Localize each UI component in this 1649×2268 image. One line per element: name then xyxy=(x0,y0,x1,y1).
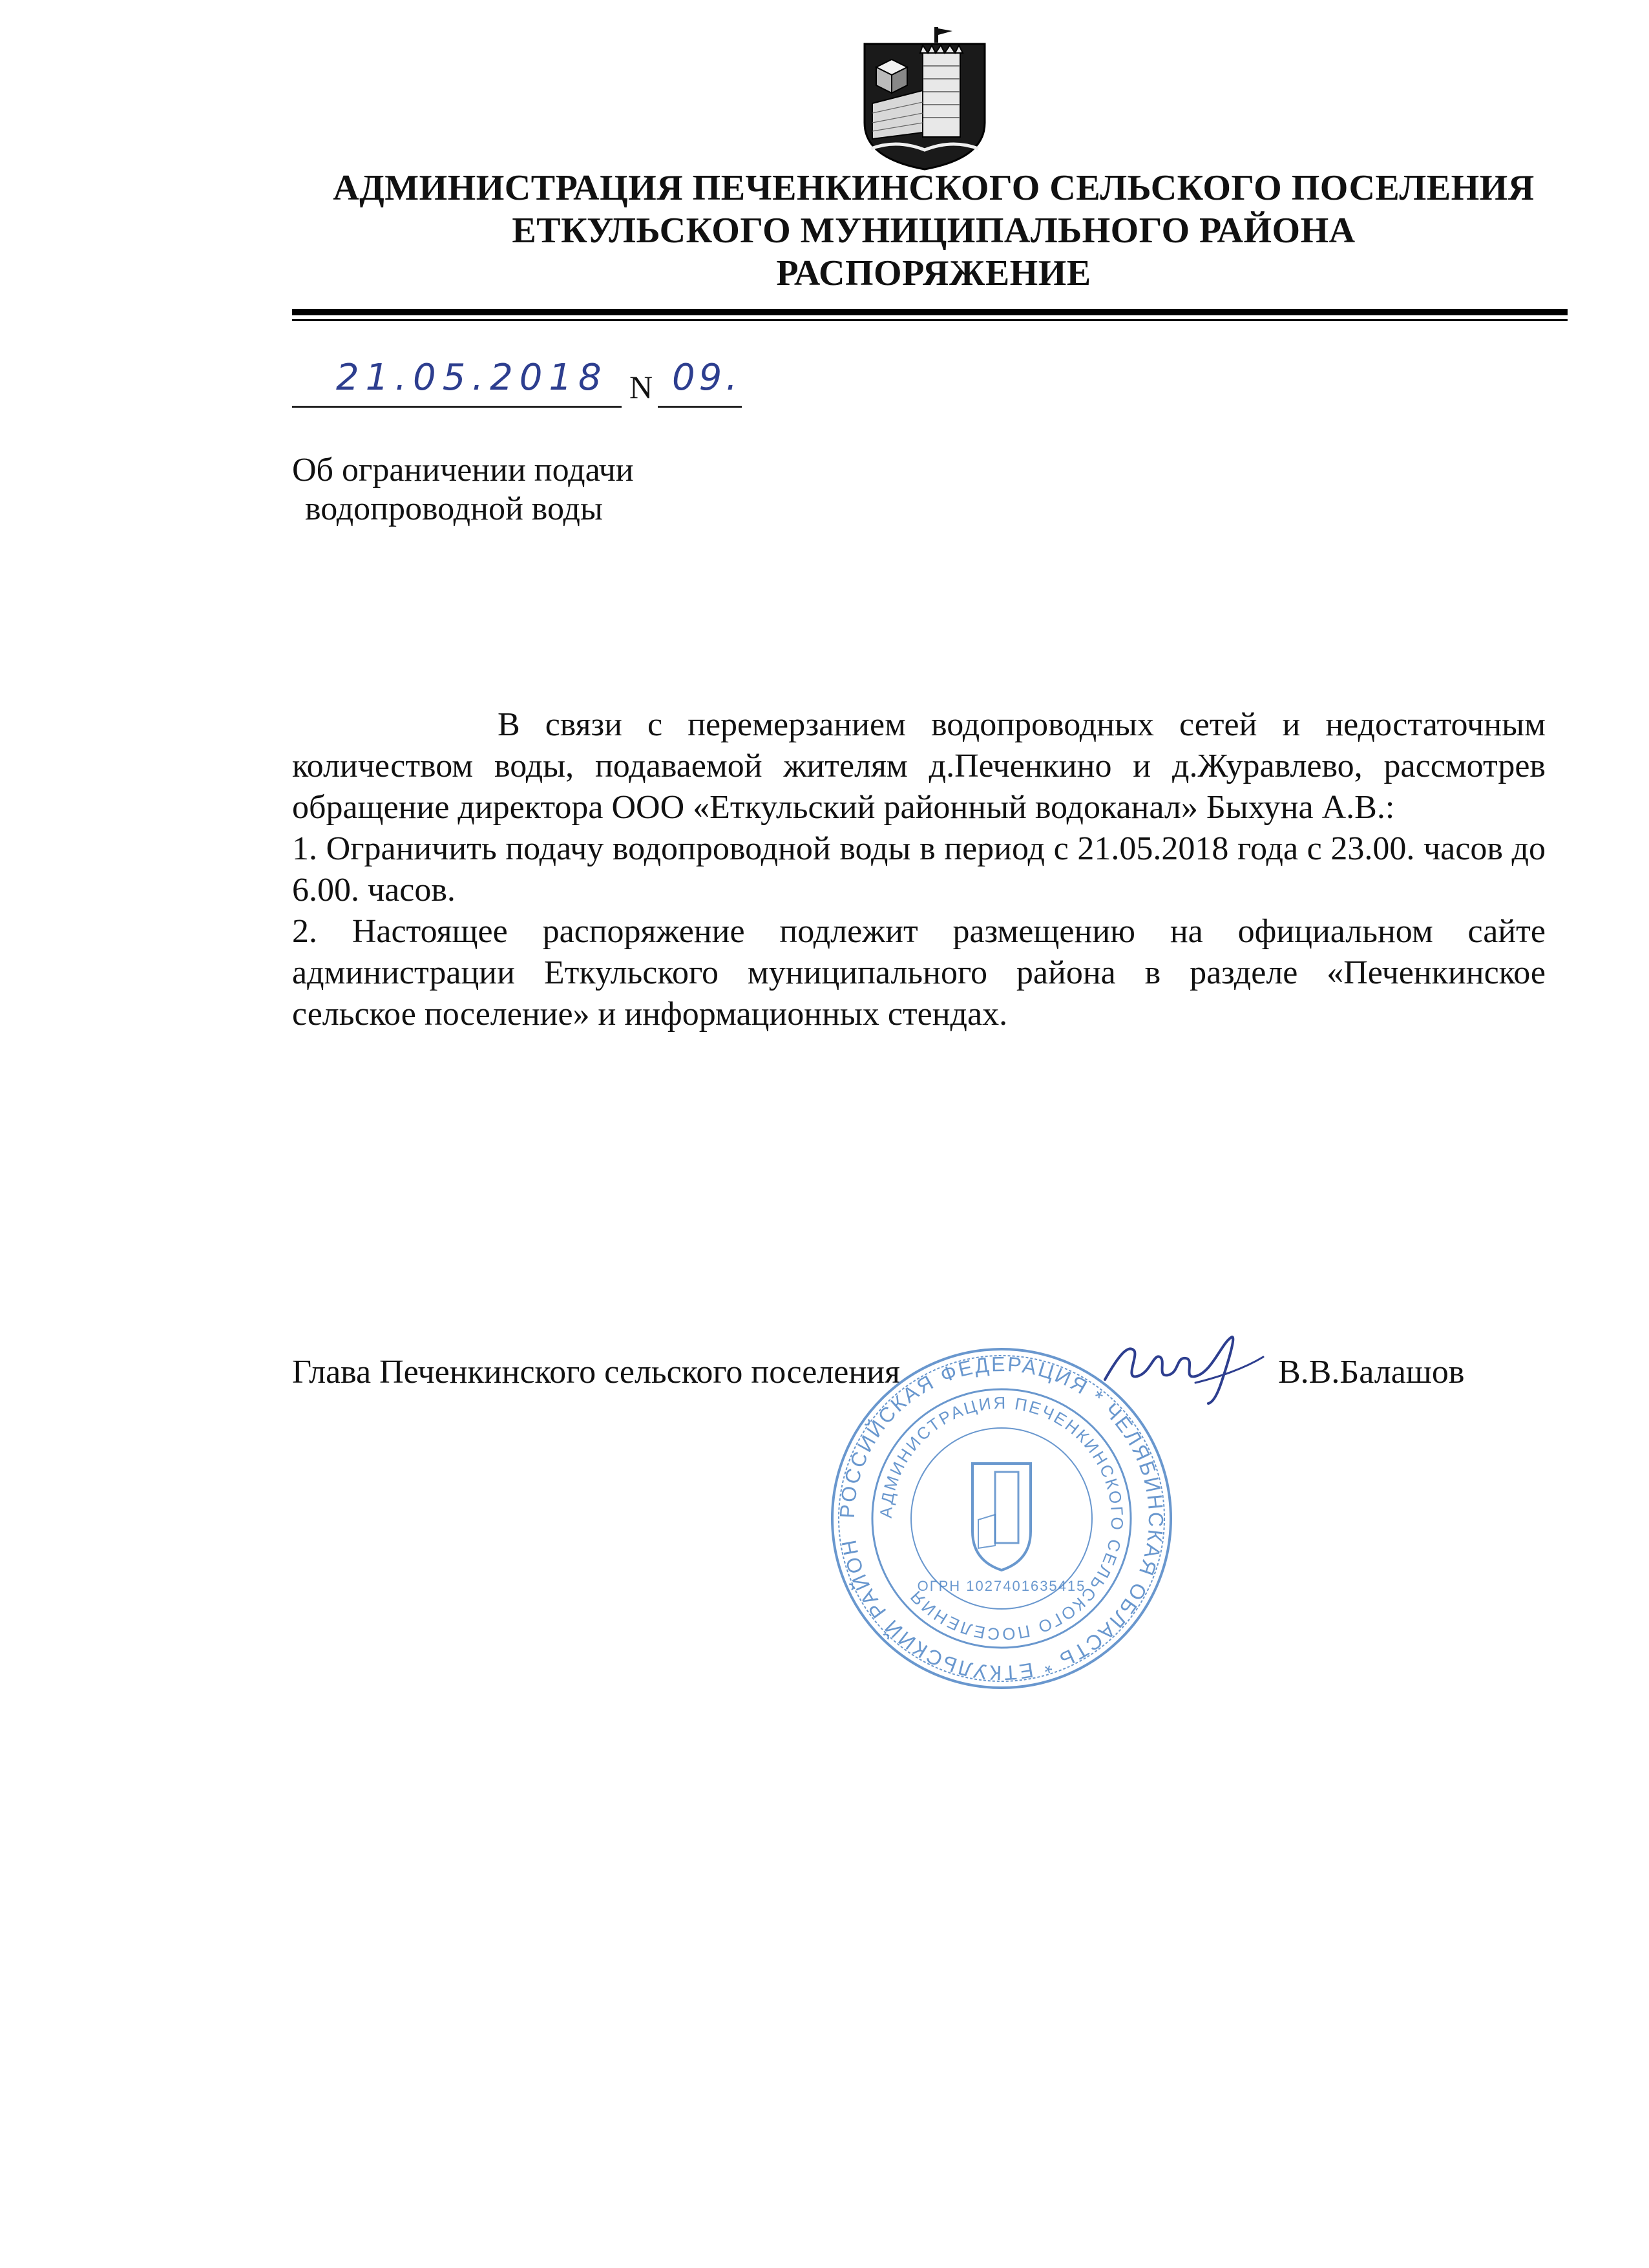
document-header xyxy=(291,167,1577,295)
coat-of-arms-emblem xyxy=(858,26,991,171)
header-divider-thin xyxy=(292,319,1568,321)
number-label: N xyxy=(629,369,653,405)
handwritten-signature xyxy=(1098,1318,1266,1409)
subject-line1: Об ограничении подачи xyxy=(292,452,634,488)
subject-line2: водопроводной воды xyxy=(305,490,603,527)
signatory-title: Глава Печенкинского сельского поселения xyxy=(292,1354,900,1391)
header-organization-line2: ЕТКУЛЬСКОГО МУНИЦИПАЛЬНОГО РАЙОНА xyxy=(512,211,1356,251)
stamp-ogrn: ОГРН 1027401635415 xyxy=(917,1578,1086,1594)
stamp-outer-text: РОССИЙСКАЯ ФЕДЕРАЦИЯ * ЧЕЛЯБИНСКАЯ ОБЛАСТЬ * ЕТКУЛЬСКИЙ РАЙОН xyxy=(835,1352,1168,1685)
document-date: 21.05.2018 xyxy=(336,357,608,399)
header-divider-thick xyxy=(292,309,1568,315)
svg-text:АДМИНИСТРАЦИЯ ПЕЧЕНКИНСКОГО СЕ xyxy=(876,1393,1128,1644)
body-item-2: 2. Настоящее распоряжение подлежит размещению на официальном сайте администрации Еткульского муниципального района в разделе «Печенкинское сельское поселение» и информационных стендах. xyxy=(292,913,1546,1033)
signatory-name: В.В.Балашов xyxy=(1278,1354,1465,1391)
body-item-1: 1. Ограничить подачу водопроводной воды в период с 21.05.2018 года с 23.00. часов до 6.00. часов. xyxy=(292,830,1546,908)
stamp-inner-text: АДМИНИСТРАЦИЯ ПЕЧЕНКИНСКОГО СЕЛЬСКОГО ПОСЕЛЕНИЯ xyxy=(876,1392,1128,1644)
document-subject xyxy=(292,451,634,529)
document-body xyxy=(292,704,1546,1035)
header-document-type: РАСПОРЯЖЕНИЕ xyxy=(776,253,1091,293)
document-number: 09. xyxy=(672,357,742,399)
header-organization-line1: АДМИНИСТРАЦИЯ ПЕЧЕНКИНСКОГО СЕЛЬСКОГО ПОСЕЛЕНИЯ xyxy=(333,168,1535,208)
body-intro-paragraph: В связи с перемерзанием водопроводных сетей и недостаточным количеством воды, подаваемой жителям д.Печенкино и д.Журавлево, рассмотрев обращение директора ООО «Еткульский районный водоканал» Быхуна А.В.: xyxy=(292,706,1546,826)
